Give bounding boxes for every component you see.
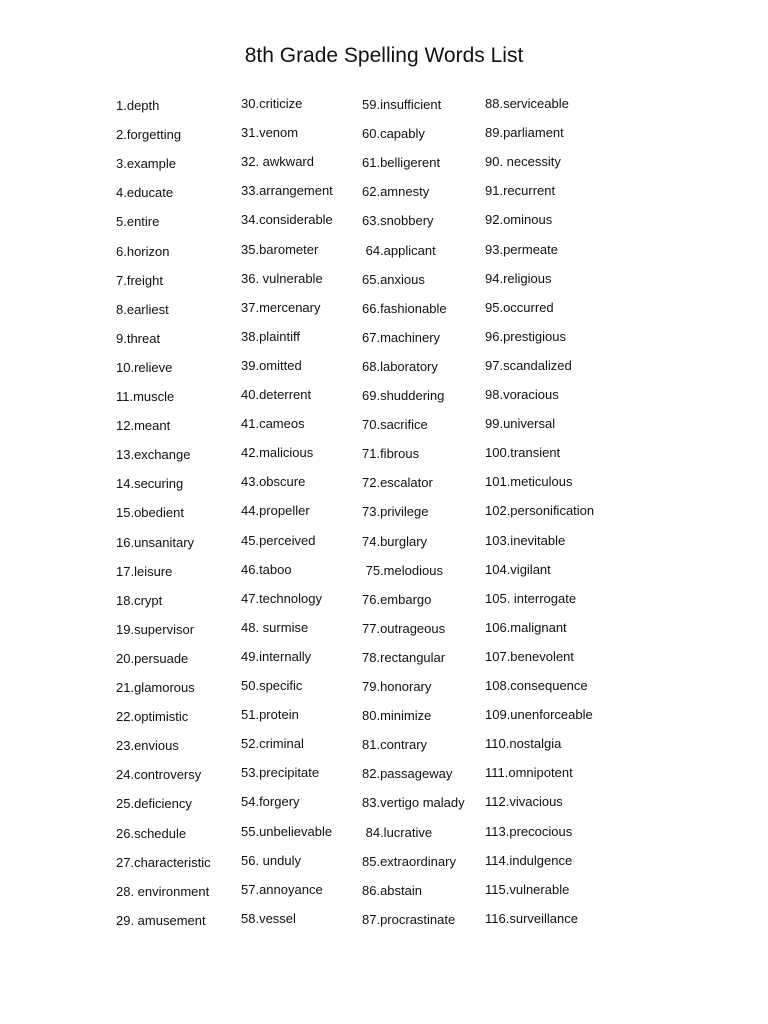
spelling-word-item: 35.barometer [241,241,319,257]
spelling-word-item: 84.lucrative [362,824,433,840]
spelling-word-item: 113.precocious [485,823,573,839]
spelling-word-item: 55.unbelievable [241,823,333,839]
spelling-word-item: 101.meticulous [485,474,573,490]
spelling-word-item: 19.supervisor [116,621,195,637]
spelling-word-item: 39.omitted [241,357,302,373]
spelling-word-item: 28. environment [116,883,210,899]
spelling-word-item: 102.personification [485,503,595,519]
spelling-word-item: 79.honorary [362,679,432,694]
spelling-word-item: 108.consequence [485,678,588,693]
spelling-word-item: 36. vulnerable [241,270,323,286]
spelling-word-item: 85.extraordinary [362,853,456,869]
spelling-word-item: 4.educate [116,185,174,201]
spelling-word-item: 46.taboo [241,561,292,577]
spelling-word-item: 106.malignant [485,619,567,635]
spelling-word-item: 26.schedule [116,825,187,841]
spelling-word-item: 41.cameos [241,416,305,432]
spelling-word-item: 81.contrary [362,737,428,753]
spelling-word-item: 38.plaintiff [241,328,301,344]
spelling-word-item: 90. necessity [485,154,561,170]
spelling-word-item: 73.privilege [362,504,429,520]
spelling-word-item: 82.passageway [362,766,453,782]
spelling-word-item: 33.arrangement [241,183,333,199]
spelling-word-item: 48. surmise [241,619,309,635]
spelling-word-item: 17.leisure [116,563,173,579]
spelling-word-item: 67.machinery [362,329,441,345]
spelling-word-item: 99.universal [485,416,556,432]
spelling-word-item: 37.mercenary [241,299,321,315]
spelling-word-item: 56. unduly [241,852,301,868]
spelling-word-item: 111.omnipotent [485,765,573,781]
spelling-word-item: 11.muscle [116,389,175,404]
spelling-word-item: 92.ominous [485,212,553,228]
page-title: 8th Grade Spelling Words List [244,44,524,67]
spelling-word-item: 110.nostalgia [485,736,562,752]
spelling-word-item: 45.perceived [241,532,316,548]
spelling-word-item: 12.meant [116,418,171,434]
spelling-word-item: 94.religious [485,270,552,286]
spelling-word-item: 50.specific [241,678,303,693]
spelling-word-item: 87.procrastinate [362,911,456,927]
spelling-word-item: 76.embargo [362,591,432,607]
spelling-word-item: 104.vigilant [485,561,551,577]
spelling-word-item: 52.criminal [241,736,304,752]
spelling-word-item: 40.deterrent [241,387,312,402]
spelling-word-item: 71.fibrous [362,446,420,462]
spelling-word-item: 57.annoyance [241,881,323,897]
spelling-word-item: 47.technology [241,590,322,606]
spelling-word-item: 14.securing [116,476,184,492]
spelling-word-item: 1.depth [116,98,160,113]
spelling-word-item: 93.permeate [485,241,558,257]
spelling-word-item: 25.deficiency [116,796,192,812]
spelling-word-item: 18.crypt [116,592,163,608]
spelling-word-item: 72.escalator [362,475,433,491]
spelling-word-item: 23.envious [116,738,179,754]
spelling-word-item: 88.serviceable [485,96,569,111]
spelling-word-item: 107.benevolent [485,648,574,664]
spelling-word-item: 100.transient [485,445,561,461]
spelling-word-item: 49.internally [241,648,312,664]
spelling-word-item: 66.fashionable [362,300,447,316]
spelling-word-item: 3.example [116,156,176,172]
spelling-word-item: 65.anxious [362,271,425,287]
spelling-word-item: 2.forgetting [116,127,182,143]
spelling-word-item: 86.abstain [362,882,422,898]
spelling-word-item: 63.snobbery [362,213,434,229]
spelling-word-item: 74.burglary [362,533,428,549]
spelling-word-item: 43.obscure [241,474,306,490]
spelling-word-item: 51.protein [241,707,299,723]
spelling-word-item: 75.melodious [362,562,443,578]
spelling-word-item: 112.vivacious [485,794,563,810]
spelling-word-item: 95.occurred [485,299,554,315]
spelling-word-item: 64.applicant [362,242,436,258]
spelling-word-item: 15.obedient [116,505,184,521]
spelling-word-item: 5.entire [116,214,160,230]
spelling-word-item: 21.glamorous [116,680,195,695]
spelling-word-item: 97.scandalized [485,357,572,373]
spelling-word-item: 115.vulnerable [485,881,570,897]
spelling-word-item: 30.criticize [241,96,303,111]
spelling-word-item: 61.belligerent [362,155,441,171]
spelling-word-item: 22.optimistic [116,709,189,725]
spelling-word-item: 58.vessel [241,910,296,926]
spelling-word-item: 6.horizon [116,243,170,259]
spelling-word-item: 91.recurrent [485,183,556,199]
spelling-word-item: 27.characteristic [116,854,211,870]
spelling-word-item: 103.inevitable [485,532,566,548]
spelling-word-item: 16.unsanitary [116,534,195,550]
spelling-word-item: 98.voracious [485,387,559,402]
spelling-word-item: 114.indulgence [485,852,573,868]
spelling-word-item: 77.outrageous [362,620,446,636]
spelling-word-item: 109.unenforceable [485,707,593,723]
spelling-word-item: 31.venom [241,125,299,141]
spelling-word-item: 80.minimize [362,708,432,724]
spelling-word-item: 54.forgery [241,794,300,810]
spelling-word-item: 68.laboratory [362,358,438,374]
spelling-word-item: 29. amusement [116,912,206,928]
spelling-word-item: 7.freight [116,272,163,288]
spelling-word-item: 24.controversy [116,767,202,783]
spelling-word-item: 116.surveillance [485,910,578,926]
spelling-word-item: 62.amnesty [362,184,430,200]
spelling-word-item: 20.persuade [116,650,189,666]
spelling-word-item: 9.threat [116,330,161,346]
spelling-word-item: 53.precipitate [241,765,320,781]
spelling-word-item: 69.shuddering [362,388,445,403]
spelling-word-item: 78.rectangular [362,649,446,665]
spelling-word-item: 10.relieve [116,359,173,375]
spelling-word-item: 96.prestigious [485,328,566,344]
spelling-word-item: 105. interrogate [485,590,577,606]
spelling-word-item: 8.earliest [116,301,169,317]
spelling-word-item: 34.considerable [241,212,333,228]
spelling-word-item: 42.malicious [241,445,314,461]
spelling-word-item: 32. awkward [241,154,314,170]
spelling-word-item: 89.parliament [485,125,564,141]
spelling-word-item: 59.insufficient [362,97,442,112]
spelling-word-item: 70.sacrifice [362,417,428,433]
spelling-word-item: 60.capably [362,126,425,142]
spelling-word-item: 44.propeller [241,503,310,519]
spelling-word-item: 83.vertigo malady [362,795,465,811]
spelling-word-item: 13.exchange [116,447,191,463]
